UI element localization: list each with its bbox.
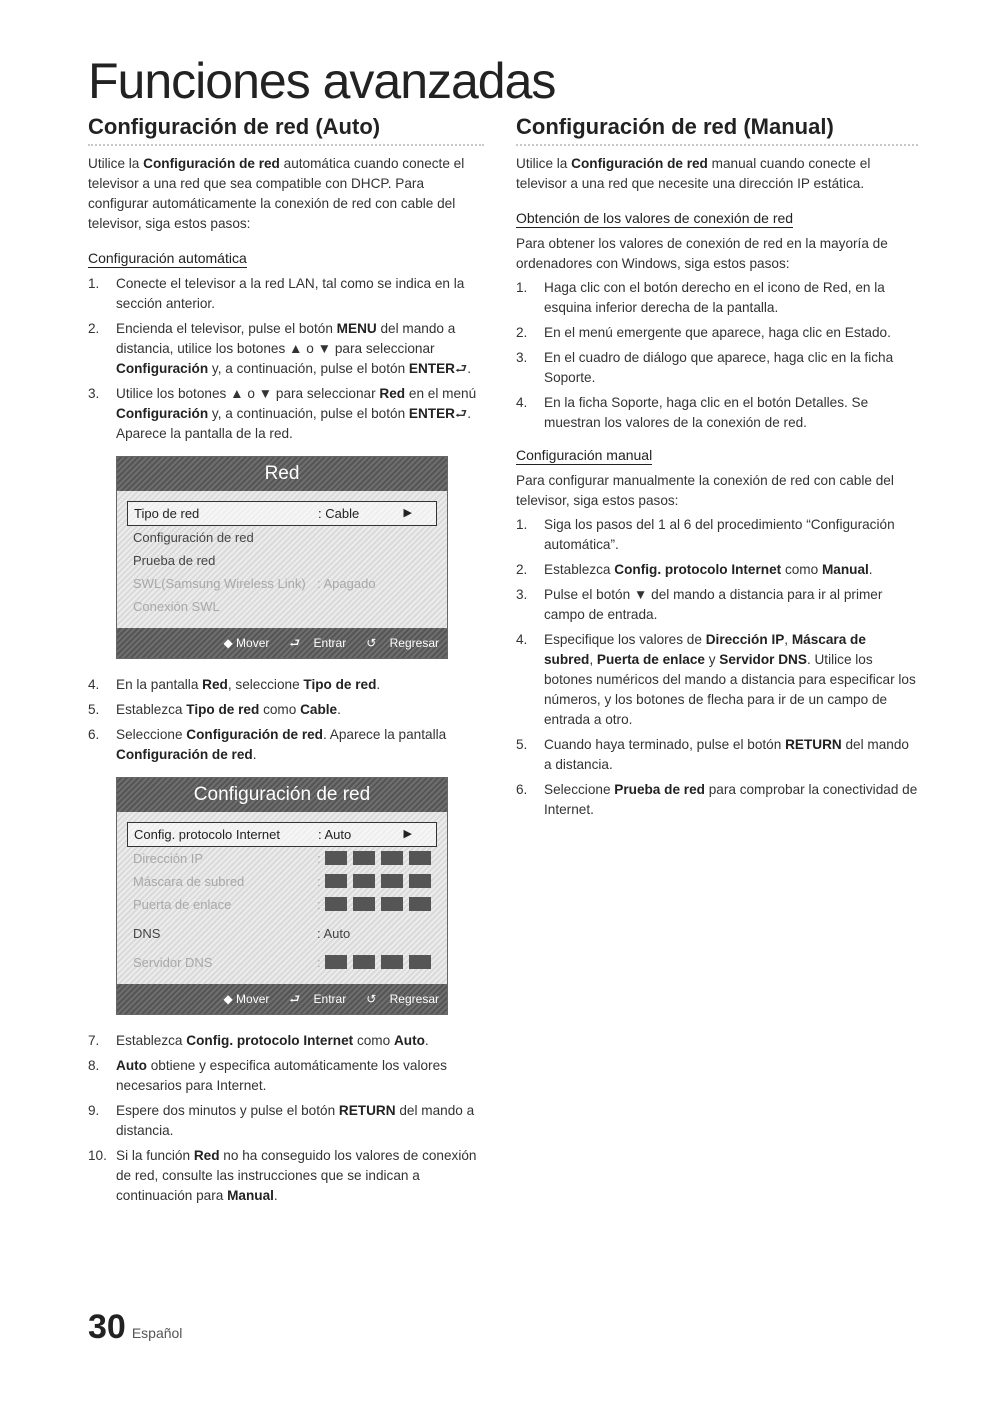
auto-subheading: Configuración automática xyxy=(88,250,247,266)
list-item: 3. Utilice los botones ▲ o ▼ para seleccionar Red en el menú Configuración y, a continuación, pulse el botón ENTER⮐. Aparece la pantalla de la red. xyxy=(88,386,477,441)
list-item: 4. En la ficha Soporte, haga clic en el botón Detalles. Se muestran los valores de la conexión de red. xyxy=(516,395,869,430)
auto-heading: Configuración de red (Auto) xyxy=(88,114,484,146)
list-item: 4. En la pantalla Red, seleccione Tipo de red. xyxy=(88,677,381,692)
return-icon: ↺ xyxy=(366,636,377,650)
list-item: 8. Auto obtiene y especifica automáticamente los valores necesarios para Internet. xyxy=(88,1058,447,1093)
tv-menu-item-protocolo: Config. protocolo Internet : Auto ▶ xyxy=(127,822,437,847)
list-item: 3. Pulse el botón ▼ del mando a distancia para ir al primer campo de entrada. xyxy=(516,587,883,622)
list-item: 1. Siga los pasos del 1 al 6 del procedimiento “Configuración automática”. xyxy=(516,517,895,552)
list-item: 2. Establezca Config. protocolo Internet como Manual. xyxy=(516,562,873,577)
config-steps-list xyxy=(516,515,918,820)
arrow-right-icon: ▶ xyxy=(403,828,412,840)
list-item: 5. Cuando haya terminado, pulse el botón RETURN del mando a distancia. xyxy=(516,737,909,772)
tv-menu-item-configuracion: Configuración de red xyxy=(133,530,254,545)
list-item: 9. Espere dos minutos y pulse el botón RETURN del mando a distancia. xyxy=(88,1103,475,1138)
tv-menu-item-dns: DNS : Auto xyxy=(133,926,351,941)
tv-menu-item-ip: Dirección IP : xyxy=(127,847,437,870)
auto-section xyxy=(88,114,484,1216)
obtain-intro: Para obtener los valores de conexión de red en la mayoría de ordenadores con Windows, siga estos pasos: xyxy=(516,236,888,271)
enter-icon: ⮐ xyxy=(289,636,301,650)
config-subheading: Configuración manual xyxy=(516,447,653,463)
enter-icon: ⮐ xyxy=(455,361,468,376)
manual-heading: Configuración de red (Manual) xyxy=(516,114,918,146)
list-item: 10. Si la función Red no ha conseguido los valores de conexión de red, consulte las instrucciones que se indican a continuación para Manual. xyxy=(88,1148,477,1203)
tv-screen-footer: ◆ Mover ⮐ Entrar ↺ Regresar xyxy=(117,628,447,658)
tv-menu-item-mascara: Máscara de subred : xyxy=(127,870,437,893)
list-item: 4. Especifique los valores de Dirección IP, Máscara de subred, Puerta de enlace y Servidor DNS. Utilice los botones numéricos del mando a distancia para especificar los números, y los botones de flecha para ir de un campo de entrada a otro. xyxy=(516,632,916,727)
tv-menu-item-servidor-dns: Servidor DNS : xyxy=(127,951,437,974)
page-title: Funciones avanzadas xyxy=(88,53,556,109)
tv-screen-title: Configuración de red xyxy=(117,778,447,812)
ip-field-blocks xyxy=(325,851,431,865)
obtain-subheading: Obtención de los valores de conexión de red xyxy=(516,210,794,226)
ip-field-blocks xyxy=(325,955,431,969)
obtain-steps-list xyxy=(516,278,918,433)
tv-menu-item-tipo-de-red: Tipo de red : Cable ▶ xyxy=(127,501,437,526)
auto-steps-list xyxy=(88,274,484,444)
list-item: 3. En el cuadro de diálogo que aparece, haga clic en la ficha Soporte. xyxy=(516,350,894,385)
page-number: 30 xyxy=(88,1308,126,1346)
manual-section xyxy=(516,114,918,830)
page-language: Español xyxy=(131,1325,183,1341)
tv-menu-item-swl: SWL(Samsung Wireless Link) : Apagado xyxy=(133,576,376,591)
list-item: 2. Encienda el televisor, pulse el botón MENU del mando a distancia, utilice los botones ▲ o ▼ para seleccionar Configuración y, a continuación, pulse el botón ENTER⮐. xyxy=(88,321,472,376)
arrow-right-icon: ▶ xyxy=(403,507,412,519)
list-item: 5. Establezca Tipo de red como Cable. xyxy=(88,702,341,717)
auto-steps-list-2 xyxy=(88,675,484,765)
list-item: 7. Establezca Config. protocolo Internet como Auto. xyxy=(88,1033,429,1048)
list-item: 6. Seleccione Configuración de red. Aparece la pantalla Configuración de red. xyxy=(88,727,447,762)
config-intro: Para configurar manualmente la conexión de red con cable del televisor, siga estos pasos: xyxy=(516,473,894,508)
list-item: 1. Haga clic con el botón derecho en el icono de Red, en la esquina inferior derecha de la pantalla. xyxy=(516,280,885,315)
list-item: 6. Seleccione Prueba de red para comprobar la conectividad de Internet. xyxy=(516,782,918,817)
return-icon: ↺ xyxy=(366,992,377,1006)
tv-menu-item-puerta: Puerta de enlace : xyxy=(127,893,437,916)
tv-menu-item-conexion-swl: Conexión SWL xyxy=(133,599,220,614)
tv-menu-item-prueba: Prueba de red xyxy=(133,553,216,568)
enter-icon: ⮐ xyxy=(455,406,468,421)
ip-field-blocks xyxy=(325,897,431,911)
auto-steps-list-3 xyxy=(88,1031,484,1206)
tv-screen-title: Red xyxy=(117,457,447,491)
page-footer xyxy=(88,1308,182,1347)
tv-screen-red xyxy=(116,456,448,659)
list-item: 1. Conecte el televisor a la red LAN, tal como se indica en la sección anterior. xyxy=(88,276,465,311)
tv-screen-config xyxy=(116,777,448,1015)
auto-intro: Utilice la Configuración de red automática cuando conecte el televisor a una red que sea compatible con DHCP. Para configurar automáticamente la conexión de red con cable del televisor, siga estos pasos: xyxy=(88,156,465,231)
ip-field-blocks xyxy=(325,874,431,888)
list-item: 2. En el menú emergente que aparece, haga clic en Estado. xyxy=(516,325,891,340)
manual-intro: Utilice la Configuración de red manual cuando conecte el televisor a una red que necesite una dirección IP estática. xyxy=(516,156,871,191)
enter-icon: ⮐ xyxy=(289,992,301,1006)
tv-screen-footer: ◆ Mover ⮐ Entrar ↺ Regresar xyxy=(117,984,447,1014)
